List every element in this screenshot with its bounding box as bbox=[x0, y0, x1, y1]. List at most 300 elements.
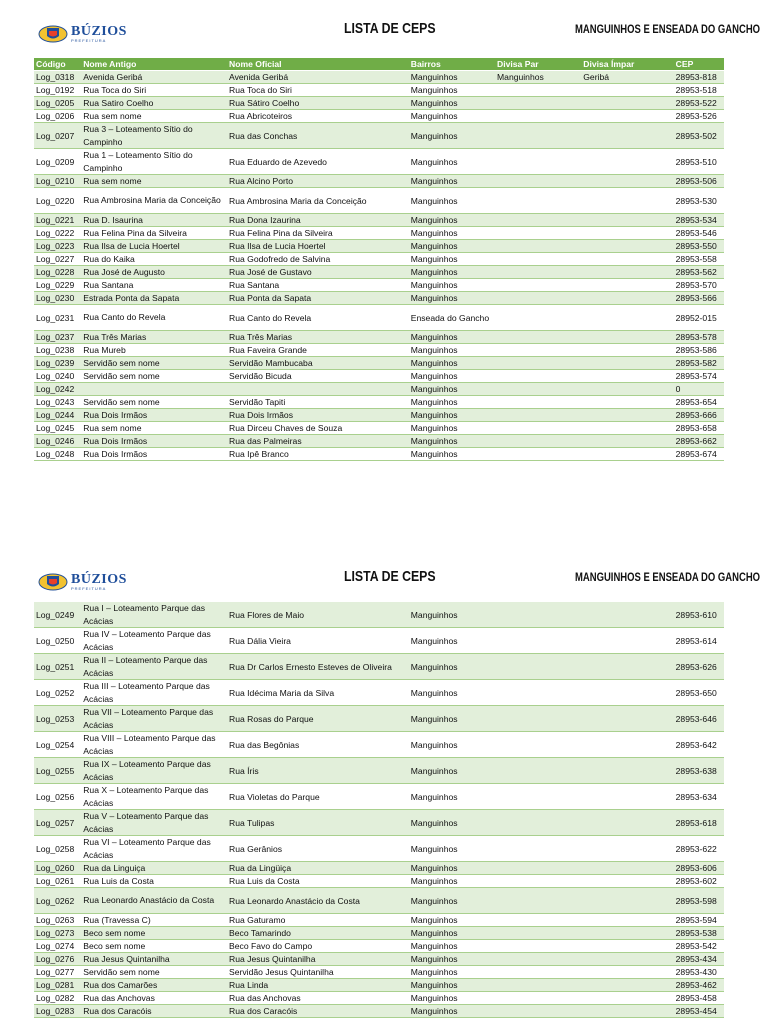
cell-nome-antigo bbox=[81, 383, 227, 396]
cell-nome-oficial: Rua Toca do Siri bbox=[227, 84, 409, 97]
cell-cep: 28953-558 bbox=[674, 253, 724, 266]
table-row bbox=[34, 370, 724, 383]
cell-cep: 28953-606 bbox=[674, 862, 724, 875]
cell-bairro: Manguinhos bbox=[409, 680, 495, 706]
cell-bairro: Manguinhos bbox=[409, 602, 495, 628]
cell-nome-antigo: Beco sem nome bbox=[81, 927, 227, 940]
column-header: CEP bbox=[674, 58, 724, 71]
cell-divisa-par bbox=[495, 396, 581, 409]
cell-nome-antigo: Rua José de Augusto bbox=[81, 266, 227, 279]
cell-codigo: Log_0258 bbox=[34, 836, 81, 862]
cell-cep: 28953-634 bbox=[674, 784, 724, 810]
cell-nome-oficial: Rua Ponta da Sapata bbox=[227, 292, 409, 305]
cell-bairro: Manguinhos bbox=[409, 927, 495, 940]
column-header: Bairros bbox=[409, 58, 495, 71]
cell-codigo: Log_0209 bbox=[34, 149, 81, 175]
cell-nome-antigo: Rua sem nome bbox=[81, 175, 227, 188]
cell-cep: 0 bbox=[674, 383, 724, 396]
cell-cep: 28953-570 bbox=[674, 279, 724, 292]
cell-bairro: Manguinhos bbox=[409, 97, 495, 110]
cell-cep: 28953-610 bbox=[674, 602, 724, 628]
cell-divisa-par bbox=[495, 875, 581, 888]
region-title: MANGUINHOS E ENSEADA DO GANCHO bbox=[575, 570, 761, 584]
column-header: Divisa Par bbox=[495, 58, 581, 71]
cell-codigo: Log_0246 bbox=[34, 435, 81, 448]
cell-nome-antigo: Rua VI – Loteamento Parque das Acácias bbox=[81, 836, 227, 862]
cell-divisa-impar bbox=[581, 396, 673, 409]
cell-nome-antigo: Servidão sem nome bbox=[81, 396, 227, 409]
region-title: MANGUINHOS E ENSEADA DO GANCHO bbox=[575, 22, 761, 36]
cell-nome-antigo: Rua V – Loteamento Parque das Acácias bbox=[81, 810, 227, 836]
table-row bbox=[34, 214, 724, 227]
cell-cep: 28953-502 bbox=[674, 123, 724, 149]
table-row bbox=[34, 875, 724, 888]
cell-divisa-par bbox=[495, 149, 581, 175]
table-row bbox=[34, 227, 724, 240]
table-row bbox=[34, 149, 724, 175]
cell-bairro: Manguinhos bbox=[409, 758, 495, 784]
logo-subtext: PREFEITURA bbox=[71, 586, 107, 591]
cell-cep: 28953-510 bbox=[674, 149, 724, 175]
cell-divisa-impar bbox=[581, 344, 673, 357]
cell-nome-oficial: Rua Dirceu Chaves de Souza bbox=[227, 422, 409, 435]
cell-codigo: Log_0243 bbox=[34, 396, 81, 409]
logo-name: BÚZIOS bbox=[71, 24, 127, 39]
cell-divisa-par bbox=[495, 435, 581, 448]
cell-bairro: Manguinhos bbox=[409, 266, 495, 279]
cell-divisa-impar bbox=[581, 732, 673, 758]
cell-nome-antigo: Rua da Linguiça bbox=[81, 862, 227, 875]
cell-divisa-impar bbox=[581, 875, 673, 888]
cell-bairro: Manguinhos bbox=[409, 784, 495, 810]
cell-divisa-par bbox=[495, 175, 581, 188]
cell-codigo: Log_0206 bbox=[34, 110, 81, 123]
table-row bbox=[34, 992, 724, 1005]
cell-cep: 28953-506 bbox=[674, 175, 724, 188]
table-row bbox=[34, 110, 724, 123]
cell-divisa-par bbox=[495, 240, 581, 253]
cell-cep: 28953-666 bbox=[674, 409, 724, 422]
cell-nome-antigo: Rua dos Caracóis bbox=[81, 1005, 227, 1018]
cell-codigo: Log_0227 bbox=[34, 253, 81, 266]
cell-nome-oficial: Rua Flores de Maio bbox=[227, 602, 409, 628]
cell-divisa-par bbox=[495, 992, 581, 1005]
cell-bairro: Manguinhos bbox=[409, 253, 495, 266]
cell-divisa-impar bbox=[581, 914, 673, 927]
cell-bairro: Manguinhos bbox=[409, 732, 495, 758]
cell-divisa-impar bbox=[581, 84, 673, 97]
cell-divisa-par bbox=[495, 784, 581, 810]
cell-nome-antigo: Rua IX – Loteamento Parque das Acácias bbox=[81, 758, 227, 784]
cell-nome-antigo: Servidão sem nome bbox=[81, 370, 227, 383]
cell-divisa-par bbox=[495, 84, 581, 97]
cell-divisa-par bbox=[495, 953, 581, 966]
cell-divisa-impar bbox=[581, 810, 673, 836]
cell-codigo: Log_0260 bbox=[34, 862, 81, 875]
cell-codigo: Log_0222 bbox=[34, 227, 81, 240]
cell-codigo: Log_0192 bbox=[34, 84, 81, 97]
cell-cep: 28953-594 bbox=[674, 914, 724, 927]
cell-bairro: Manguinhos bbox=[409, 227, 495, 240]
cell-nome-oficial: Rua Abricoteiros bbox=[227, 110, 409, 123]
cell-divisa-impar bbox=[581, 149, 673, 175]
cell-codigo: Log_0248 bbox=[34, 448, 81, 461]
cell-cep: 28953-526 bbox=[674, 110, 724, 123]
cell-bairro: Manguinhos bbox=[409, 953, 495, 966]
table-row bbox=[34, 862, 724, 875]
table-row bbox=[34, 422, 724, 435]
table-row bbox=[34, 448, 724, 461]
cell-divisa-par bbox=[495, 654, 581, 680]
cell-divisa-par bbox=[495, 1005, 581, 1018]
cell-codigo: Log_0210 bbox=[34, 175, 81, 188]
cell-divisa-impar bbox=[581, 279, 673, 292]
cell-cep: 28953-454 bbox=[674, 1005, 724, 1018]
table-header-row bbox=[34, 58, 724, 71]
cell-cep: 28953-642 bbox=[674, 732, 724, 758]
cell-cep: 28953-582 bbox=[674, 357, 724, 370]
cell-nome-antigo: Rua (Travessa C) bbox=[81, 914, 227, 927]
cell-divisa-par bbox=[495, 279, 581, 292]
cell-codigo: Log_0205 bbox=[34, 97, 81, 110]
table-row bbox=[34, 914, 724, 927]
cell-nome-antigo: Rua III – Loteamento Parque das Acácias bbox=[81, 680, 227, 706]
cell-nome-antigo: Servidão sem nome bbox=[81, 966, 227, 979]
cell-nome-oficial: Rua Linda bbox=[227, 979, 409, 992]
cell-divisa-par bbox=[495, 979, 581, 992]
cell-codigo: Log_0244 bbox=[34, 409, 81, 422]
cell-cep: 28953-658 bbox=[674, 422, 724, 435]
cell-divisa-impar bbox=[581, 97, 673, 110]
cell-bairro: Manguinhos bbox=[409, 448, 495, 461]
cell-divisa-impar bbox=[581, 357, 673, 370]
cell-divisa-impar bbox=[581, 940, 673, 953]
cell-nome-oficial: Rua Leonardo Anastácio da Costa bbox=[227, 888, 409, 914]
cell-divisa-impar bbox=[581, 758, 673, 784]
cell-divisa-par bbox=[495, 966, 581, 979]
buzios-crest-icon bbox=[38, 572, 68, 592]
cell-nome-oficial: Rua Violetas do Parque bbox=[227, 784, 409, 810]
cell-codigo: Log_0277 bbox=[34, 966, 81, 979]
table-row bbox=[34, 966, 724, 979]
cell-divisa-impar bbox=[581, 979, 673, 992]
cell-nome-antigo: Rua Canto do Revela bbox=[81, 305, 227, 331]
cell-codigo: Log_0273 bbox=[34, 927, 81, 940]
cell-nome-oficial: Rua Canto do Revela bbox=[227, 305, 409, 331]
cell-divisa-par bbox=[495, 888, 581, 914]
cell-nome-antigo: Estrada Ponta da Sapata bbox=[81, 292, 227, 305]
cell-divisa-impar bbox=[581, 370, 673, 383]
cell-bairro: Manguinhos bbox=[409, 214, 495, 227]
page-header bbox=[0, 548, 768, 600]
cell-codigo: Log_0239 bbox=[34, 357, 81, 370]
cell-nome-antigo: Rua sem nome bbox=[81, 110, 227, 123]
table-row bbox=[34, 383, 724, 396]
table-row bbox=[34, 84, 724, 97]
cell-cep: 28953-550 bbox=[674, 240, 724, 253]
cell-nome-oficial: Rua Luis da Costa bbox=[227, 875, 409, 888]
page-2 bbox=[0, 548, 768, 1016]
buzios-crest-icon bbox=[38, 24, 68, 44]
cell-bairro: Enseada do Gancho bbox=[409, 305, 495, 331]
cell-nome-antigo: Rua Leonardo Anastácio da Costa bbox=[81, 888, 227, 914]
cell-divisa-par bbox=[495, 422, 581, 435]
cell-bairro: Manguinhos bbox=[409, 1005, 495, 1018]
cell-bairro: Manguinhos bbox=[409, 279, 495, 292]
cell-cep: 28952-015 bbox=[674, 305, 724, 331]
cell-bairro: Manguinhos bbox=[409, 331, 495, 344]
cell-nome-oficial: Rua das Conchas bbox=[227, 123, 409, 149]
cell-divisa-impar bbox=[581, 927, 673, 940]
cell-bairro: Manguinhos bbox=[409, 292, 495, 305]
table-row bbox=[34, 305, 724, 331]
cell-nome-oficial: Rua Rosas do Parque bbox=[227, 706, 409, 732]
cell-nome-oficial: Rua Felina Pina da Silveira bbox=[227, 227, 409, 240]
page-title: LISTA DE CEPS bbox=[344, 568, 436, 585]
cell-nome-oficial: Servidão Tapiti bbox=[227, 396, 409, 409]
table-row bbox=[34, 628, 724, 654]
cell-nome-antigo: Rua Dois Irmãos bbox=[81, 435, 227, 448]
cell-nome-antigo: Avenida Geribá bbox=[81, 71, 227, 84]
table-row bbox=[34, 188, 724, 214]
table-row bbox=[34, 266, 724, 279]
cell-nome-antigo: Rua 1 – Loteamento Sítio do Campinho bbox=[81, 149, 227, 175]
cell-nome-oficial: Rua das Anchovas bbox=[227, 992, 409, 1005]
cell-divisa-par bbox=[495, 357, 581, 370]
table-row bbox=[34, 123, 724, 149]
cell-nome-oficial: Rua Três Marias bbox=[227, 331, 409, 344]
cell-codigo: Log_0256 bbox=[34, 784, 81, 810]
table-row bbox=[34, 71, 724, 84]
cell-divisa-impar bbox=[581, 888, 673, 914]
cell-divisa-par bbox=[495, 628, 581, 654]
cell-cep: 28953-566 bbox=[674, 292, 724, 305]
cell-nome-oficial: Rua das Begônias bbox=[227, 732, 409, 758]
table-row bbox=[34, 836, 724, 862]
cell-divisa-par bbox=[495, 706, 581, 732]
cell-nome-oficial: Rua das Palmeiras bbox=[227, 435, 409, 448]
cell-divisa-par bbox=[495, 266, 581, 279]
table-row bbox=[34, 1005, 724, 1018]
cell-divisa-par bbox=[495, 836, 581, 862]
cell-codigo: Log_0276 bbox=[34, 953, 81, 966]
cell-cep: 28953-602 bbox=[674, 875, 724, 888]
cell-bairro: Manguinhos bbox=[409, 422, 495, 435]
cell-cep: 28953-562 bbox=[674, 266, 724, 279]
column-header: Código bbox=[34, 58, 81, 71]
cell-bairro: Manguinhos bbox=[409, 992, 495, 1005]
cell-divisa-impar bbox=[581, 188, 673, 214]
cell-nome-oficial: Rua Ambrosina Maria da Conceição bbox=[227, 188, 409, 214]
cell-bairro: Manguinhos bbox=[409, 71, 495, 84]
cell-bairro: Manguinhos bbox=[409, 706, 495, 732]
cell-nome-oficial: Rua José de Gustavo bbox=[227, 266, 409, 279]
cell-codigo: Log_0281 bbox=[34, 979, 81, 992]
cell-divisa-impar bbox=[581, 409, 673, 422]
cell-divisa-impar bbox=[581, 240, 673, 253]
cell-cep: 28953-598 bbox=[674, 888, 724, 914]
cep-table bbox=[34, 602, 724, 1018]
cell-bairro: Manguinhos bbox=[409, 344, 495, 357]
cell-cep: 28953-530 bbox=[674, 188, 724, 214]
cell-bairro: Manguinhos bbox=[409, 240, 495, 253]
cell-divisa-impar bbox=[581, 383, 673, 396]
cell-bairro: Manguinhos bbox=[409, 914, 495, 927]
table-row bbox=[34, 279, 724, 292]
cell-cep: 28953-458 bbox=[674, 992, 724, 1005]
table-row bbox=[34, 292, 724, 305]
cell-nome-oficial: Rua Íris bbox=[227, 758, 409, 784]
cell-codigo: Log_0237 bbox=[34, 331, 81, 344]
cell-bairro: Manguinhos bbox=[409, 149, 495, 175]
cell-codigo: Log_0283 bbox=[34, 1005, 81, 1018]
cell-nome-oficial: Rua Faveira Grande bbox=[227, 344, 409, 357]
cell-nome-antigo: Rua Dois Irmãos bbox=[81, 448, 227, 461]
table-row bbox=[34, 331, 724, 344]
cell-nome-oficial: Servidão Jesus Quintanilha bbox=[227, 966, 409, 979]
cell-cep: 28953-518 bbox=[674, 84, 724, 97]
cell-nome-antigo: Rua Toca do Siri bbox=[81, 84, 227, 97]
cell-bairro: Manguinhos bbox=[409, 875, 495, 888]
cell-bairro: Manguinhos bbox=[409, 357, 495, 370]
cell-divisa-par bbox=[495, 602, 581, 628]
cell-divisa-par bbox=[495, 253, 581, 266]
table-row bbox=[34, 240, 724, 253]
table-row bbox=[34, 357, 724, 370]
cell-divisa-impar bbox=[581, 331, 673, 344]
cell-nome-oficial: Rua Eduardo de Azevedo bbox=[227, 149, 409, 175]
cell-divisa-par: Manguinhos bbox=[495, 71, 581, 84]
cell-divisa-impar bbox=[581, 680, 673, 706]
cell-bairro: Manguinhos bbox=[409, 396, 495, 409]
cell-divisa-impar bbox=[581, 706, 673, 732]
cell-nome-antigo: Rua I – Loteamento Parque das Acácias bbox=[81, 602, 227, 628]
table-row bbox=[34, 784, 724, 810]
cell-cep: 28953-654 bbox=[674, 396, 724, 409]
cell-cep: 28953-818 bbox=[674, 71, 724, 84]
cell-nome-oficial: Rua Jesus Quintanilha bbox=[227, 953, 409, 966]
cell-nome-antigo: Rua Ambrosina Maria da Conceição bbox=[81, 188, 227, 214]
table-row bbox=[34, 732, 724, 758]
table-row bbox=[34, 175, 724, 188]
cell-nome-oficial bbox=[227, 383, 409, 396]
cell-cep: 28953-534 bbox=[674, 214, 724, 227]
cell-nome-antigo: Rua Dois Irmãos bbox=[81, 409, 227, 422]
cell-divisa-par bbox=[495, 383, 581, 396]
table-row bbox=[34, 979, 724, 992]
cell-nome-oficial: Rua Gerânios bbox=[227, 836, 409, 862]
cell-nome-antigo: Rua 3 – Loteamento Sítio do Campinho bbox=[81, 123, 227, 149]
cell-bairro: Manguinhos bbox=[409, 979, 495, 992]
cell-nome-oficial: Rua Alcino Porto bbox=[227, 175, 409, 188]
cell-cep: 28953-618 bbox=[674, 810, 724, 836]
cell-nome-antigo: Rua II – Loteamento Parque das Acácias bbox=[81, 654, 227, 680]
cell-codigo: Log_0221 bbox=[34, 214, 81, 227]
table-row bbox=[34, 680, 724, 706]
cell-divisa-impar bbox=[581, 992, 673, 1005]
cell-divisa-impar bbox=[581, 292, 673, 305]
cell-bairro: Manguinhos bbox=[409, 175, 495, 188]
page-title: LISTA DE CEPS bbox=[344, 20, 436, 37]
cell-nome-oficial: Beco Favo do Campo bbox=[227, 940, 409, 953]
table-body bbox=[34, 71, 724, 461]
cell-divisa-par bbox=[495, 214, 581, 227]
cell-nome-oficial: Rua Idécima Maria da Silva bbox=[227, 680, 409, 706]
cell-codigo: Log_0318 bbox=[34, 71, 81, 84]
cell-codigo: Log_0282 bbox=[34, 992, 81, 1005]
cell-codigo: Log_0274 bbox=[34, 940, 81, 953]
cell-nome-antigo: Rua D. Isaurina bbox=[81, 214, 227, 227]
cell-bairro: Manguinhos bbox=[409, 435, 495, 448]
cell-cep: 28953-638 bbox=[674, 758, 724, 784]
cell-codigo: Log_0223 bbox=[34, 240, 81, 253]
cell-nome-antigo: Rua X – Loteamento Parque das Acácias bbox=[81, 784, 227, 810]
column-header: Nome Oficial bbox=[227, 58, 409, 71]
cell-divisa-impar bbox=[581, 123, 673, 149]
cell-nome-oficial: Rua Tulipas bbox=[227, 810, 409, 836]
cell-divisa-par bbox=[495, 97, 581, 110]
cell-nome-oficial: Rua Godofredo de Salvina bbox=[227, 253, 409, 266]
cell-divisa-impar bbox=[581, 836, 673, 862]
cell-codigo: Log_0252 bbox=[34, 680, 81, 706]
cell-nome-antigo: Rua Mureb bbox=[81, 344, 227, 357]
logo-name: BÚZIOS bbox=[71, 572, 127, 587]
cell-bairro: Manguinhos bbox=[409, 810, 495, 836]
cell-bairro: Manguinhos bbox=[409, 123, 495, 149]
cell-divisa-impar bbox=[581, 214, 673, 227]
cell-nome-antigo: Rua IV – Loteamento Parque das Acácias bbox=[81, 628, 227, 654]
cell-nome-antigo: Rua do Kaika bbox=[81, 253, 227, 266]
cell-codigo: Log_0255 bbox=[34, 758, 81, 784]
page-header bbox=[0, 0, 768, 52]
cell-cep: 28953-430 bbox=[674, 966, 724, 979]
cell-bairro: Manguinhos bbox=[409, 383, 495, 396]
cell-divisa-impar bbox=[581, 628, 673, 654]
cell-codigo: Log_0262 bbox=[34, 888, 81, 914]
cell-divisa-par bbox=[495, 758, 581, 784]
table-row bbox=[34, 396, 724, 409]
cell-codigo: Log_0257 bbox=[34, 810, 81, 836]
cell-divisa-impar: Geribá bbox=[581, 71, 673, 84]
cell-divisa-par bbox=[495, 305, 581, 331]
table-row bbox=[34, 953, 724, 966]
cell-divisa-par bbox=[495, 227, 581, 240]
cell-divisa-par bbox=[495, 344, 581, 357]
cell-cep: 28953-662 bbox=[674, 435, 724, 448]
cell-cep: 28953-614 bbox=[674, 628, 724, 654]
cell-nome-antigo: Rua dos Camarões bbox=[81, 979, 227, 992]
cell-nome-oficial: Rua Gaturamo bbox=[227, 914, 409, 927]
cell-bairro: Manguinhos bbox=[409, 966, 495, 979]
cell-nome-oficial: Rua dos Caracóis bbox=[227, 1005, 409, 1018]
cell-cep: 28953-434 bbox=[674, 953, 724, 966]
cell-cep: 28953-462 bbox=[674, 979, 724, 992]
cell-cep: 28953-586 bbox=[674, 344, 724, 357]
cell-nome-oficial: Rua Dália Vieira bbox=[227, 628, 409, 654]
cell-bairro: Manguinhos bbox=[409, 84, 495, 97]
cell-nome-antigo: Rua Satiro Coelho bbox=[81, 97, 227, 110]
cell-divisa-impar bbox=[581, 448, 673, 461]
cell-codigo: Log_0240 bbox=[34, 370, 81, 383]
table-row bbox=[34, 344, 724, 357]
cell-divisa-impar bbox=[581, 862, 673, 875]
cell-divisa-impar bbox=[581, 953, 673, 966]
table-row bbox=[34, 706, 724, 732]
page-1 bbox=[0, 0, 768, 459]
cell-cep: 28953-646 bbox=[674, 706, 724, 732]
cell-cep: 28953-674 bbox=[674, 448, 724, 461]
table-row bbox=[34, 927, 724, 940]
